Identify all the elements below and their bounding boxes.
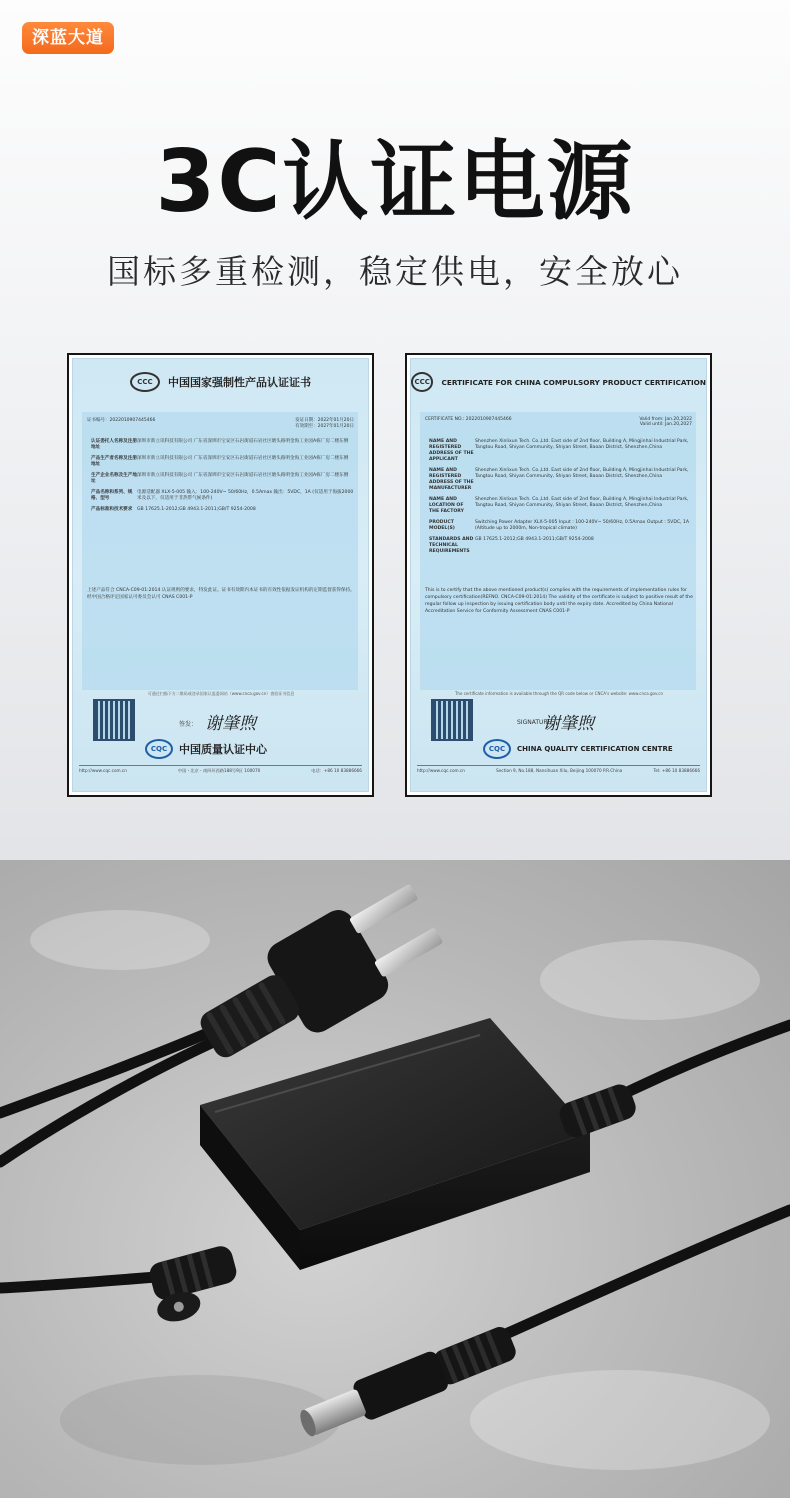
cable-strain-relief-right (556, 1081, 639, 1140)
field-row (91, 473, 356, 485)
field-label: PRODUCT MODEL(S) (429, 520, 455, 531)
certificate-meta (425, 417, 692, 427)
field-row (429, 439, 694, 463)
valid-from: Valid from: Jan.20,2022 (639, 417, 692, 422)
certificate-note: This is to certify that the above mentioned product(s) complies with the requirements of implementation rules for compulsory certification(REFNO. CNCA-C09-01:2014) The validity of the certificate is subject to positive result of the regular follow up inspection by issuing certification body until the expiry date. Accredited by China National Accreditation Service for Conformity Assessment CNAS C001-P (425, 588, 693, 614)
qr-code-icon (431, 699, 473, 741)
footer-phone: 电话：+86 10 83886666 (311, 768, 362, 773)
field-value: 深圳市新立讯科技有限公司 广东省深圳市宝安区石岩街道石岩社区塘头路明金海工业园A栋厂房二楼东侧 (137, 439, 349, 444)
issuer (145, 739, 267, 759)
issuer (483, 739, 673, 759)
field-row (429, 468, 694, 492)
signature: 谢肇煦 (543, 714, 594, 734)
field-row (429, 537, 694, 555)
field-row (429, 497, 694, 515)
valid-from: 发证日期：2022年01月20日 (295, 418, 354, 423)
certificate-meta (87, 417, 354, 429)
field-label: 认证委托人名称及注册地址 (91, 439, 137, 450)
footer-website: http://www.cqc.com.cn (79, 768, 127, 773)
field-label: NAME AND LOCATION OF THE FACTORY (429, 497, 464, 514)
certificate-header (411, 359, 706, 405)
certificate-fields (91, 439, 356, 518)
field-row (91, 456, 356, 468)
field-value: 深圳市新立讯科技有限公司 广东省深圳市宝安区石岩街道石岩社区塘头路明金海工业园A栋厂房二楼东侧 (137, 473, 349, 478)
certificate-footnote: The certificate information is available through the QR code below or CNCA's website: www.cnca.gov.cn (454, 691, 664, 696)
certificate-footnote: 可通过扫描下方二维码或登录国家认监委网站（www.cnca.gov.cn）查验证书信息 (147, 691, 295, 696)
qr-code-icon (93, 699, 135, 741)
field-value: 深圳市新立讯科技有限公司 广东省深圳市宝安区石岩街道石岩社区塘头路明金海工业园A栋厂房二楼东侧 (137, 456, 349, 461)
certificate-number: 证书编号：2022010907445466 (87, 418, 156, 423)
cable-strain-relief-left (145, 1244, 245, 1326)
certificate-footer (417, 765, 700, 773)
footer-phone: Tel: +86 10 83886666 (653, 768, 700, 773)
field-label: NAME AND REGISTERED ADDRESS OF THE APPLICANT (429, 439, 474, 462)
field-value: Switching Power Adapter XLX-5-005 Input : 100-240V~ 50/60Hz, 0.5Amax Output : 5VDC, 1A (Altitude up to 2000m, Non-tropical climate) (475, 520, 690, 531)
certificate-title: 中国国家强制性产品认证证书 (168, 376, 311, 389)
ccc-logo-icon: CCC (130, 372, 160, 392)
power-adapter-illustration (0, 860, 790, 1498)
issuer-name: 中国质量认证中心 (179, 743, 267, 756)
certificate-number: CERTIFICATE NO.: 2022010907445466 (425, 417, 512, 422)
field-label: STANDARDS AND TECHNICAL REQUIREMENTS (429, 537, 474, 554)
field-row (429, 520, 694, 532)
field-value: GB 17625.1-2012;GB 4943.1-2011;GB/T 9254-2008 (137, 507, 256, 512)
ccc-logo-icon: CCC (411, 372, 433, 392)
valid-until: Valid until: Jan.20,2027 (639, 422, 692, 427)
certificate-title: CERTIFICATE FOR CHINA COMPULSORY PRODUCT CERTIFICATION (441, 377, 706, 387)
signature: 谢肇煦 (205, 714, 256, 734)
field-value: GB 17625.1-2012;GB 4943.1-2011;GB/T 9254-2008 (475, 537, 594, 542)
certificate-header (73, 359, 368, 405)
adapter-body (200, 1018, 590, 1270)
certificate-fields (429, 439, 694, 560)
footer-website: http://www.cqc.com.cn (417, 768, 465, 773)
footer-address: 中国・北京・南四环西路188号9区 100070 (177, 768, 261, 773)
footer-address: Section 9, No.188, Nansihuan Xilu, Beijing 100070 P.R.China (496, 768, 623, 773)
field-value: 电源适配器 XLX-5-005 输入：100-240V~ 50/60Hz，0.5Amax 输出：5VDC，1A (仅适用于海拔2000米及以下，仅适用于非热带气候条件) (137, 490, 354, 501)
cqc-logo-icon: CQC (145, 739, 173, 759)
certificate-en (405, 353, 712, 797)
certificate-cn (67, 353, 374, 797)
valid-until: 有效期至：2027年01月20日 (295, 424, 354, 429)
product-photo (0, 860, 790, 1498)
field-label: 产品生产者名称及注册地址 (91, 456, 137, 467)
field-value: Shenzhen Xinlixun Tech. Co.,Ltd. East side of 2nd floor, Building A, Mingjinhai Industrial Park, Tangtou Road, Shiyan Community, Shiyan Street, Baoan District, Shenzhen,China (475, 439, 689, 450)
field-value: Shenzhen Xinlixun Tech. Co.,Ltd. East side of 2nd floor, Building A, Mingjinhai Industrial Park, Tangtou Road, Shiyan Community, Shiyan Street, Baoan District, Shenzhen,China (475, 468, 689, 479)
field-label: 产品名称和系列、规格、型号 (91, 490, 133, 501)
field-value: Shenzhen Xinlixun Tech. Co.,Ltd. East side of 2nd floor, Building A, Mingjinhai Industrial Park, Tangtou Road, Shiyan Community, Shiyan Street, Baoan District, Shenzhen,China (475, 497, 689, 508)
signature-label: 签发： (179, 721, 198, 728)
brand-logo: 深蓝大道 (22, 22, 114, 54)
field-row (91, 439, 356, 451)
signature-label: SIGNATURE (517, 719, 552, 726)
field-row (91, 507, 356, 513)
certificate-note: 上述产品符合 CNCA-C09-01:2014 认证规则的要求，特发此证。证书有效期内本证书的有效性依据发证机构的定期监督获得保持。经中国合格评定国家认可委员会认可 CNAS C001-P (87, 588, 355, 600)
field-label: NAME AND REGISTERED ADDRESS OF THE MANUFACTURER (429, 468, 474, 491)
cqc-logo-icon: CQC (483, 739, 511, 759)
field-label: 生产企业名称及生产地址 (91, 473, 137, 484)
certificate-footer (79, 765, 362, 774)
field-row (91, 490, 356, 502)
page-subtitle: 国标多重检测，稳定供电，安全放心 (107, 252, 683, 291)
issuer-name: CHINA QUALITY CERTIFICATION CENTRE (517, 745, 673, 753)
page-title: 3C认证电源 (155, 132, 635, 232)
field-label: 产品标准和技术要求 (91, 507, 133, 512)
